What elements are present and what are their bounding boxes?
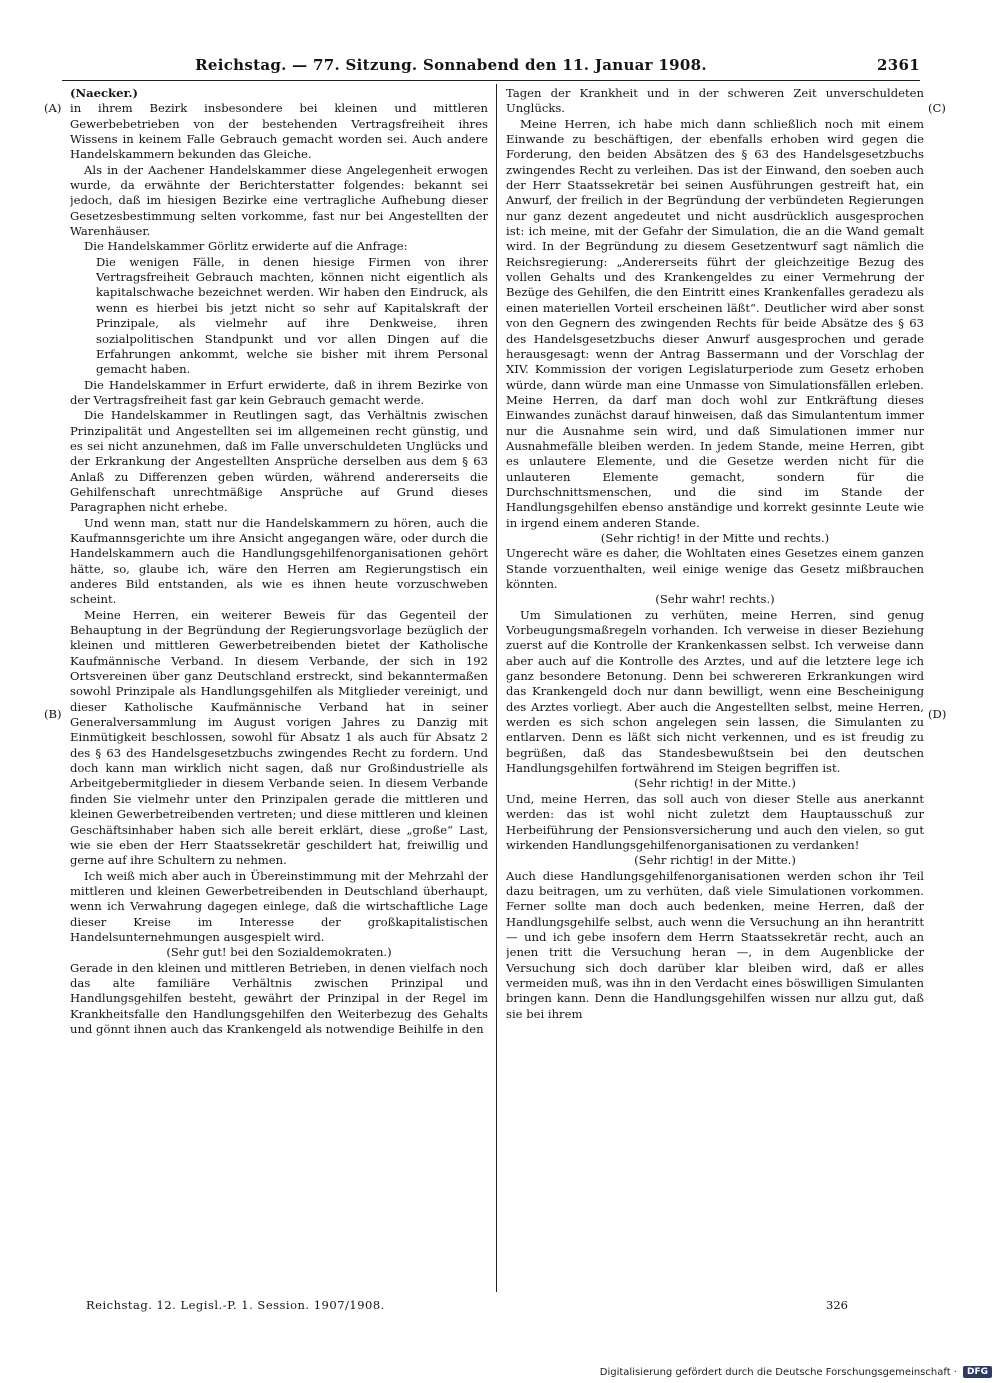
paragraph: Auch diese Handlungsgehilfenorganisationen werden schon ihr Teil dazu beitragen, um zu verhüten, daß viele Simulationen vorkommen. Ferner sollte man doch auch bedenken, meine Herren, daß der Handlungsgehilfe selbst, auch wenn die Versuchung an ihn herantritt — und ich gebe insofern dem Herrn Staatssekretär recht, auch an jenen tritt die Versuchung heran —, in dem Augenblicke der Versuchung sich doch darüber klar bleiben wird, daß er alles vermeiden muß, was ihn in den Verdacht eines böswilligen Simulanten bringen kann. Denn die Handlungsgehilfen wissen nur allzu gut, daß sie bei ihrem	[506, 868, 924, 1021]
speaker-name: (Naecker.)	[70, 86, 139, 100]
paragraph: Und, meine Herren, das soll auch von dieser Stelle aus anerkannt werden: das ist wohl nicht zuletzt dem Hauptausschuß zur Herbeiführung der Pensionsversicherung und auch den vielen, so gut wirkenden Handlungsgehilfenorganisationen zu verdanken!	[506, 791, 924, 852]
left-paragraphs	[70, 101, 488, 1037]
dfg-logo: DFG	[963, 1366, 992, 1378]
interjection: (Sehr richtig! in der Mitte.)	[634, 776, 796, 791]
interjection: (Sehr wahr! rechts.)	[655, 592, 775, 607]
margin-marker-c: (C)	[928, 101, 946, 115]
page-header	[62, 56, 920, 78]
paragraph: Und wenn man, statt nur die Handelskammern zu hören, auch die Kaufmannsgerichte um ihre Ansicht angegangen wäre, oder durch die Handelskammern auch die Handlungsgehilfenorganisationen gehört hätte, so, glaube ich, wäre den Herren am Regierungstisch ein anderes Bild entstanden, als wie es ihnen heute vorzuschweben scheint.	[70, 515, 488, 607]
margin-marker-a: (A)	[44, 101, 62, 115]
right-paragraphs	[506, 86, 924, 1022]
interjection: (Sehr richtig! in der Mitte und rechts.)	[600, 530, 830, 545]
paragraph: Meine Herren, ich habe mich dann schließlich noch mit einem Einwande zu beschäftigen, der ebenfalls erhoben wird gegen die Forderung, den beiden Absätzen des § 63 des Handelsgesetzbuchs zwingendes Recht zu verleihen. Das ist der Einwand, den soeben auch der Herr Staatssekretär bei seinen Ausführungen gestreift hat, ein Anwurf, der freilich in der Begründung der verbündeten Regierungen nur ganz dezent angedeutet und nicht ausdrücklich ausgesprochen ist: ich meine, mit der Gefahr der Simulation, die an die Wand gemalt wird. In der Begründung zu diesem Gesetzentwurf sagt nämlich die Reichsregierung: „Andererseits führt der gleichzeitige Bezug des vollen Gehalts und des Krankengeldes zu einer Vermehrung der Bezüge des Gehilfen, die den Eintritt eines Krankenfalles geradezu als einen materiellen Vorteil erscheinen läßt“. Deutlicher wird aber sonst von den Gegnern des zwingenden Rechts für beide Absätze des § 63 des Handelsgesetzbuchs dieser Anwurf ausgesprochen und gerade herausgesagt: wenn der Antrag Bassermann und der Vorschlag der XIV. Kommission der vorigen Legislaturperiode zum Gesetz erhoben würde, dann würde man eine Unmasse von Simulationsfällen erleben. Meine Herren, da darf man doch wohl zur Entkräftung dieses Einwandes zunächst darauf hinweisen, daß das Simulantentum immer nur die Ausnahme sein wird, und daß Simulationen immer nur Ausnahmefälle bleiben werden. In jedem Stande, meine Herren, gibt es unlautere Elemente, und die Gesetze werden nicht für die unlauteren Elemente gemacht, sondern für die Durchschnittsmenschen, und die sind im Stande der Handlungsgehilfen ebenso anständige und korrekt gesinnte Leute wie in irgend einem anderen Stande.	[506, 116, 924, 530]
paragraph: Ich weiß mich aber auch in Übereinstimmung mit der Mehrzahl der mittleren und kleinen Gewerbetreibenden in Deutschland überhaupt, wenn ich Verwahrung dagegen einlege, daß die wirtschaftliche Lage dieser Kreise im Interesse der großkapitalistischen Handelsunternehmungen ausgespielt wird.	[70, 868, 488, 944]
paragraph: Ungerecht wäre es daher, die Wohltaten eines Gesetzes einem ganzen Stande vorzuenthalten, weil einige wenige das Gesetz mißbrauchen könnten.	[506, 546, 924, 591]
paragraph: Gerade in den kleinen und mittleren Betrieben, in denen vielfach noch das alte familiäre Verhältnis zwischen Prinzipal und Handlungsgehilfen besteht, gewährt der Prinzipal in der Regel im Krankheitsfalle den Handlungsgehilfen den Weiterbezug des Gehalts und gönnt ihnen auch das Krankengeld als notwendige Beihilfe in den	[70, 960, 488, 1036]
paragraph: Die Handelskammer in Erfurt erwiderte, daß in ihrem Bezirke von der Vertragsfreiheit fast gar kein Gebrauch gemacht werde.	[70, 377, 488, 407]
page-number: 2361	[877, 56, 920, 74]
margin-marker-b: (B)	[44, 707, 62, 721]
footer-session: Reichstag. 12. Legisl.-P. 1. Session. 1907/1908.	[86, 1298, 385, 1312]
header-rule	[62, 80, 920, 81]
interjection: (Sehr richtig! in der Mitte.)	[634, 853, 796, 868]
paragraph: Meine Herren, ein weiterer Beweis für das Gegenteil der Behauptung in der Begründung der Regierungsvorlage bezüglich der kleinen und mittleren Gewerbetreibenden bietet der Katholische Kaufmännische Verband. In diesem Verbande, der sich in 192 Ortsvereinen über ganz Deutschland erstreckt, sind bekanntermaßen sowohl Prinzipale als Handlungsgehilfen als Mitglieder vereinigt, und dieser Katholische Kaufmännische Verband hat in seiner Generalversammlung im August vorigen Jahres zu Danzig mit Einmütigkeit beschlossen, sowohl für Absatz 1 als auch für Absatz 2 des § 63 des Handelsgesetzbuchs zwingendes Recht zu fordern. Und doch kann man wirklich nicht sagen, daß nur Großindustrielle als Arbeitgebermitglieder in diesem Verbande seien. In diesem Verbande finden Sie vielmehr unter den Prinzipalen gerade die mittleren und kleinen Gewerbetreibenden vertreten; und diese mittleren und kleinen Geschäftsinhaber haben sich alle bereit erklärt, diese „große“ Last, wie sie eben der Herr Staatssekretär geschildert hat, freiwillig und gerne auf ihre Schultern zu nehmen.	[70, 607, 488, 868]
margin-marker-d: (D)	[928, 707, 947, 721]
paragraph: Die wenigen Fälle, in denen hiesige Firmen von ihrer Vertragsfreiheit Gebrauch machten, können nicht eigentlich als kapitalschwache bezeichnet werden. Wir haben den Eindruck, als wenn es hierbei bis jetzt nicht so sehr auf Kapitalskraft der Prinzipale, als vielmehr auf ihre Denkweise, ihren sozialpolitischen Standpunkt und vor allen Dingen auf die Erfahrungen ankommt, welche sie bisher mit ihrem Personal gemacht haben.	[96, 254, 488, 377]
column-divider	[496, 84, 497, 1292]
paragraph: in ihrem Bezirk insbesondere bei kleinen und mittleren Gewerbebetrieben von der bestehenden Vertragsfreiheit ihres Wissens in keinem Falle Gebrauch gemacht worden sei. Auch andere Handelskammern bekunden das Gleiche.	[70, 101, 488, 162]
interjection: (Sehr gut! bei den Sozialdemokraten.)	[166, 945, 392, 960]
footer-sheet-number: 326	[826, 1298, 848, 1312]
right-column	[506, 86, 924, 1292]
paragraph: Um Simulationen zu verhüten, meine Herren, sind genug Vorbeugungsmaßregeln vorhanden. Ich verweise in dieser Beziehung zuerst auf die Kontrolle der Krankenkassen selbst. Ich verweise dann aber auch auf die Kontrolle des Arztes, und auf die letztere lege ich ganz besondere Betonung. Denn bei schwereren Erkrankungen wird das Krankengeld doch nur dann bewilligt, wenn eine Bescheinigung des Arztes vorliegt. Aber auch die Angestellten selbst, meine Herren, werden es sich schon angelegen sein lassen, die Simulanten zu entlarven. Denn es läßt sich nicht verkennen, und es ist freudig zu begrüßen, daß das Standesbewußtsein bei den deutschen Handlungsgehilfen fortwährend im Steigen begriffen ist.	[506, 607, 924, 776]
paragraph: Die Handelskammer in Reutlingen sagt, das Verhältnis zwischen Prinzipalität und Angestellten sei im allgemeinen recht günstig, und es sei nicht anzunehmen, daß im Falle unverschuldeten Unglücks und der Erkrankung der Angestellten Ansprüche derselben aus dem § 63 Anlaß zu Differenzen geben würden, während andererseits die Gehilfenschaft unrechtmäßige Ansprüche auf Grund dieses Paragraphen nicht erhebe.	[70, 408, 488, 515]
paragraph: Die Handelskammer Görlitz erwiderte auf die Anfrage:	[84, 239, 408, 254]
running-title: Reichstag. — 77. Sitzung. Sonnabend den 11. Januar 1908.	[195, 56, 707, 74]
paragraph: Als in der Aachener Handelskammer diese Angelegenheit erwogen wurde, da erwähnte der Berichterstatter folgendes: bekannt sei jedoch, daß im hiesigen Bezirke eine vertragliche Aufhebung dieser Gesetzesbestimmung selten vorkomme, fast nur bei Angestellten der Warenhäuser.	[70, 162, 488, 239]
digitization-credit	[600, 1366, 992, 1378]
digitization-text: Digitalisierung gefördert durch die Deutsche Forschungsgemeinschaft ·	[599, 1366, 957, 1378]
left-column	[70, 86, 488, 1292]
paragraph: Tagen der Krankheit und in der schweren Zeit unverschuldeten Unglücks.	[506, 86, 924, 116]
